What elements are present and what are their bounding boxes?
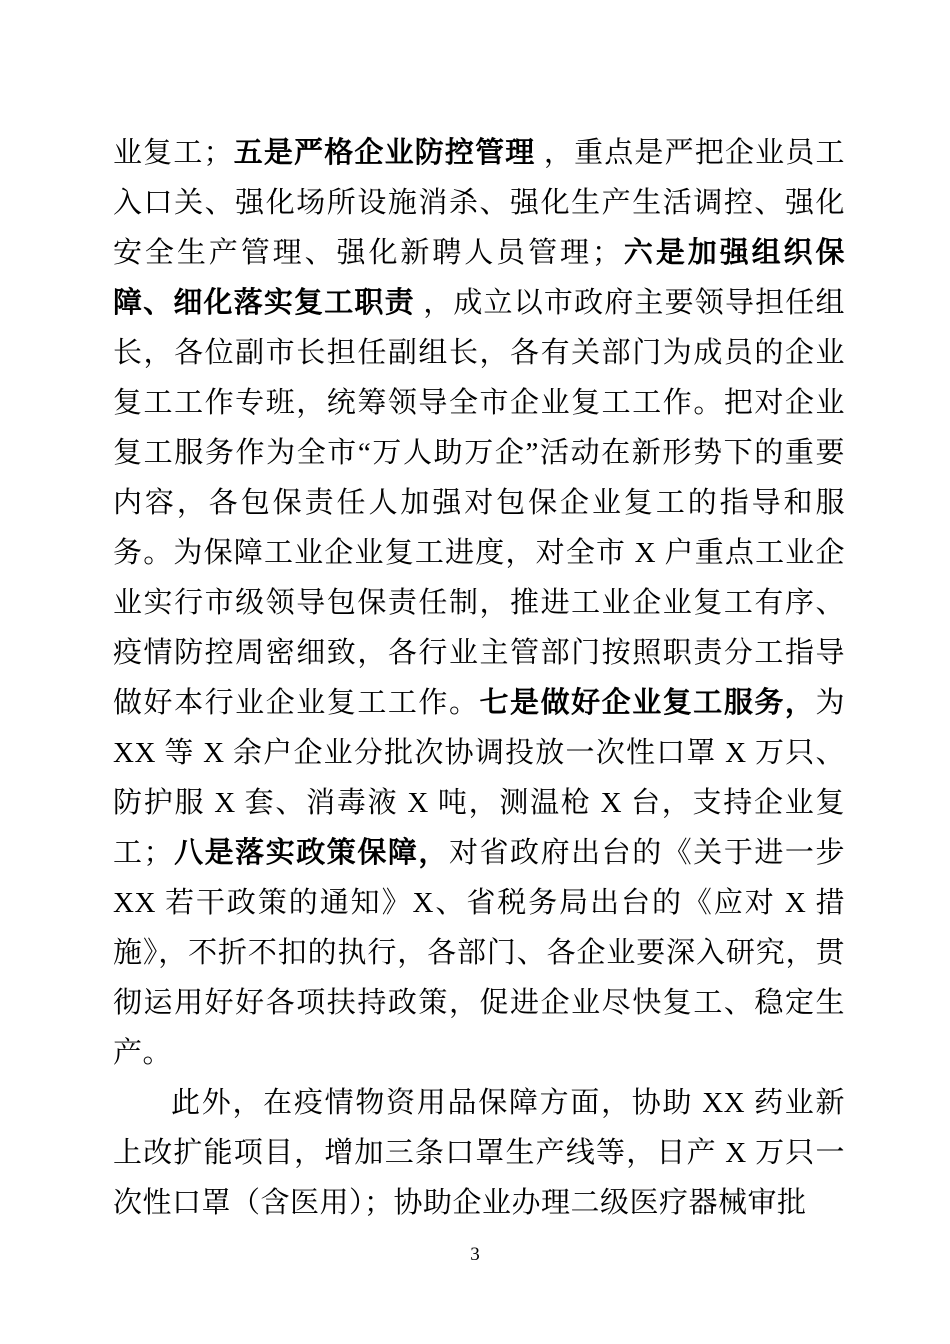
text-run: 为 XX 等 X 余户企业分批次协调投放一次性口罩 X 万只、防护服 X 套、消毒液 X 吨，测温枪 X 台，支持企业复工； bbox=[113, 687, 845, 869]
text-run: 此外，在疫情物资用品保障方面，协助 XX 药业新上改扩能项目，增加三条口罩生产线等，日产 X 万只一次性口罩（含医用）；协助企业办理二级医疗器械审批 bbox=[113, 1087, 845, 1219]
page-number: 3 bbox=[470, 1244, 480, 1265]
text-run: 对省政府出台的《关于进一步 XX 若干政策的通知》X、省税务局出台的《应对 X 措施》，不折不扣的执行，各部门、各企业要深入研究，贯彻运用好好各项扶持政策，促进企业尽快复工、稳定生产。 bbox=[113, 837, 845, 1069]
text-run: ，重点是严把企业员工入口关、强化场所设施消杀、强化生产生活调控、强化安全生产管理、强化新聘人员管理； bbox=[113, 137, 845, 269]
paragraph bbox=[113, 1078, 845, 1228]
bold-text-run: 七是做好企业复工服务， bbox=[479, 687, 816, 719]
text-run: 业复工； bbox=[113, 137, 234, 169]
document-body bbox=[113, 128, 845, 1228]
text-run: ，成立以市政府主要领导担任组长，各位副市长担任副组长，各有关部门为成员的企业复工工作专班，统筹领导全市企业复工工作。把对企业复工服务作为全市“万人助万企”活动在新形势下的重要内容，各包保责任人加强对包保企业复工的指导和服务。为保障工业企业复工进度，对全市 X 户重点工业企业实行市级领导包保责任制，推进工业企业复工有序、疫情防控周密细致，各行业主管部门按照职责分工指导做好本行业企业复工工作。 bbox=[113, 287, 845, 719]
bold-text-run: 五是严格企业防控管理 bbox=[233, 137, 544, 169]
bold-text-run: 六是加强组织保障、细化落实复工职责 bbox=[113, 237, 845, 319]
bold-text-run: 八是落实政策保障， bbox=[173, 837, 449, 869]
page-footer bbox=[0, 1244, 950, 1266]
paragraph bbox=[113, 128, 845, 1078]
